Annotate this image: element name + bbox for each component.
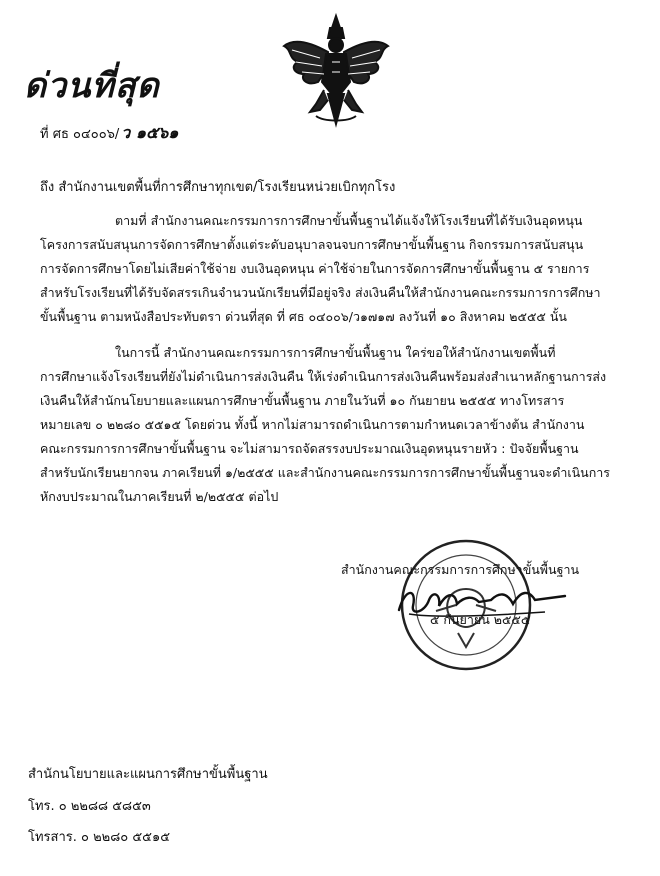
- signing-date: ๕ กันยายน ๒๕๕๕: [430, 612, 531, 627]
- paragraph2-line: หมายเลข ๐ ๒๒๘๐ ๕๕๑๕ โดยด่วน ทั้งนี้ หากไม่สามารถดำเนินการตามกำหนดเวลาข้างต้น สำนักงาน: [40, 417, 585, 432]
- garuda-emblem: [280, 12, 392, 130]
- reference-number: [40, 121, 178, 146]
- paragraph1-line: โครงการสนับสนุนการจัดการศึกษาตั้งแต่ระดับอนุบาลจนจบการศึกษาขั้นพื้นฐาน กิจกรรมการสนับสนุน: [40, 237, 584, 252]
- paragraph1-line: ขั้นพื้นฐาน ตามหนังสือประทับตรา ด่วนที่สุด ที่ ศธ ๐๔๐๐๖/ว๑๗๑๗ ลงวันที่ ๑๐ สิงหาคม ๒๕๕๕ นั้น: [40, 309, 567, 324]
- reference-prefix: ที่ ศธ ๐๔๐๐๖/: [40, 127, 120, 142]
- recipient-line: ถึง สำนักงานเขตพื้นที่การศึกษาทุกเขต/โรงเรียนหน่วยเบิกทุกโรง: [40, 180, 396, 195]
- handwritten-signature: [395, 582, 570, 622]
- paragraph2-line: หักงบประมาณในภาคเรียนที่ ๒/๒๕๕๕ ต่อไป: [40, 489, 279, 504]
- paragraph1-line: ตามที่ สำนักงานคณะกรรมการการศึกษาขั้นพื้นฐานได้แจ้งให้โรงเรียนที่ได้รับเงินอุดหนุน: [115, 213, 583, 228]
- paragraph1-line: สำหรับโรงเรียนที่ได้รับจัดสรรเกินจำนวนนักเรียนที่มีอยู่จริง ส่งเงินคืนให้สำนักงานคณะกรรมการการศึกษา: [40, 285, 601, 300]
- paragraph2-line: คณะกรรมการการศึกษาขั้นพื้นฐาน จะไม่สามารถจัดสรรงบประมาณเงินอุดหนุนรายหัว : ปัจจัยพื้นฐาน: [40, 441, 579, 456]
- footer-department: สำนักนโยบายและแผนการศึกษาขั้นพื้นฐาน: [28, 767, 268, 782]
- paragraph2-line: สำหรับนักเรียนยากจน ภาคเรียนที่ ๑/๒๕๕๕ และสำนักงานคณะกรรมการการศึกษาขั้นพื้นฐานจะดำเนินการ: [40, 465, 610, 480]
- reference-handwritten: ว ๑๕๖๑: [121, 123, 179, 142]
- paragraph2-line: ในการนี้ สำนักงานคณะกรรมการการศึกษาขั้นพื้นฐาน ใคร่ขอให้สำนักงานเขตพื้นที่: [115, 345, 556, 360]
- footer-phone: โทร. ๐ ๒๒๘๘ ๕๘๕๓: [28, 799, 151, 814]
- paragraph2-line: การศึกษาแจ้งโรงเรียนที่ยังไม่ดำเนินการส่งเงินคืน ให้เร่งดำเนินการส่งเงินคืนพร้อมส่งสำเนาหลักฐานการส่ง: [40, 369, 607, 384]
- urgency-stamp: ด่วนที่สุด: [24, 66, 160, 106]
- signing-organization: สำนักงานคณะกรรมการการศึกษาขั้นพื้นฐาน: [341, 562, 580, 577]
- footer-fax: โทรสาร. ๐ ๒๒๘๐ ๕๕๑๕: [28, 830, 171, 845]
- paragraph2-line: เงินคืนให้สำนักนโยบายและแผนการศึกษาขั้นพื้นฐาน ภายในวันที่ ๑๐ กันยายน ๒๕๕๕ ทางโทรสาร: [40, 393, 565, 408]
- paragraph1-line: การจัดการศึกษาโดยไม่เสียค่าใช้จ่าย งบเงินอุดหนุน ค่าใช้จ่ายในการจัดการศึกษาขั้นพื้นฐาน ๕ รายการ: [40, 261, 590, 276]
